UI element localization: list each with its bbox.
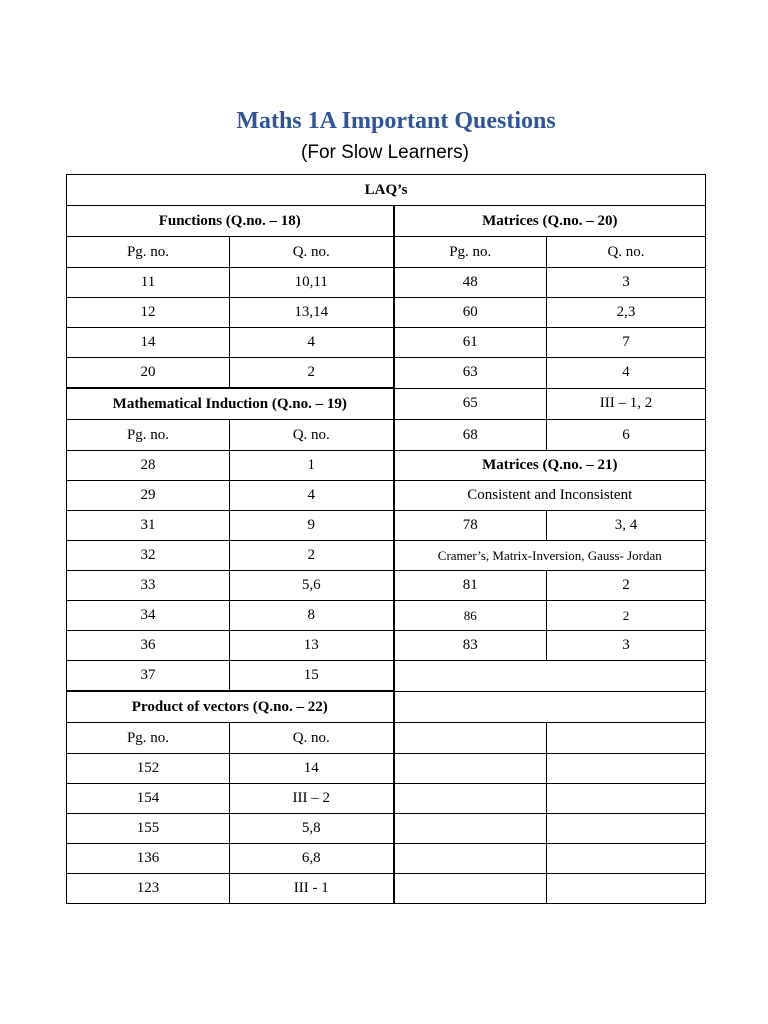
table-row	[67, 571, 706, 601]
page-number-cell: 123	[67, 874, 230, 904]
empty-cell	[394, 784, 547, 814]
question-number-cell: 6	[547, 420, 706, 451]
subsection-heading-cramers: Cramer’s, Matrix-Inversion, Gauss- Jordan	[394, 541, 706, 571]
question-number-cell: 3, 4	[547, 511, 706, 541]
section-heading-matrices-21: Matrices (Q.no. – 21)	[394, 451, 706, 481]
table-row	[67, 511, 706, 541]
question-number-cell: 5,8	[230, 814, 394, 844]
question-number-cell: 4	[230, 481, 394, 511]
question-number-cell: 2	[547, 571, 706, 601]
page-number-cell: 28	[67, 451, 230, 481]
page-number-cell: 81	[394, 571, 547, 601]
page-number-cell: 36	[67, 631, 230, 661]
table-row	[67, 541, 706, 571]
column-header-q: Q. no.	[547, 237, 706, 268]
page-number-cell: 78	[394, 511, 547, 541]
question-number-cell: 2	[230, 541, 394, 571]
question-number-cell: 3	[547, 268, 706, 298]
page-number-cell: 155	[67, 814, 230, 844]
page-number-cell: 65	[394, 388, 547, 420]
table-row	[67, 874, 706, 904]
question-number-cell: 1	[230, 451, 394, 481]
empty-cell	[547, 844, 706, 874]
page-number-cell: 33	[67, 571, 230, 601]
page-number-cell: 60	[394, 298, 547, 328]
question-number-cell: 8	[230, 601, 394, 631]
empty-cell	[547, 723, 706, 754]
page-number-cell: 20	[67, 358, 230, 389]
table-row	[67, 298, 706, 328]
page-number-cell: 31	[67, 511, 230, 541]
page-number-cell: 152	[67, 754, 230, 784]
question-number-cell: 3	[547, 631, 706, 661]
page-number-cell: 63	[394, 358, 547, 389]
table-row	[67, 358, 706, 389]
empty-cell	[394, 814, 547, 844]
question-number-cell: 7	[547, 328, 706, 358]
question-number-cell: 6,8	[230, 844, 394, 874]
column-header-pg: Pg. no.	[394, 237, 547, 268]
column-header-pg: Pg. no.	[67, 420, 230, 451]
table-row	[67, 691, 706, 723]
empty-cell	[547, 754, 706, 784]
page-number-cell: 29	[67, 481, 230, 511]
table-row	[67, 814, 706, 844]
empty-cell	[394, 874, 547, 904]
question-number-cell: 13,14	[230, 298, 394, 328]
table-row	[67, 661, 706, 692]
question-number-cell: 9	[230, 511, 394, 541]
empty-cell	[547, 814, 706, 844]
question-number-cell: 15	[230, 661, 394, 692]
page-number-cell: 14	[67, 328, 230, 358]
empty-cell	[394, 661, 706, 692]
page-number-cell: 83	[394, 631, 547, 661]
table-row	[67, 328, 706, 358]
empty-cell	[547, 784, 706, 814]
page-number-cell: 12	[67, 298, 230, 328]
question-number-cell: 4	[547, 358, 706, 389]
table-row	[67, 481, 706, 511]
table-row	[67, 601, 706, 631]
page-title: Maths 1A Important Questions	[236, 108, 556, 134]
table-row	[67, 754, 706, 784]
section-heading-matrices-20: Matrices (Q.no. – 20)	[394, 206, 706, 237]
section-heading-vectors: Product of vectors (Q.no. – 22)	[67, 691, 394, 723]
questions-table	[66, 174, 706, 904]
column-header-q: Q. no.	[230, 420, 394, 451]
page-number-cell: 61	[394, 328, 547, 358]
question-number-cell: III - 1	[230, 874, 394, 904]
table-row	[67, 844, 706, 874]
table-row	[67, 631, 706, 661]
table-row	[67, 388, 706, 420]
page-number-cell: 136	[67, 844, 230, 874]
subsection-heading-consistent: Consistent and Inconsistent	[394, 481, 706, 511]
question-number-cell: 14	[230, 754, 394, 784]
empty-cell	[394, 723, 547, 754]
section-heading-functions: Functions (Q.no. – 18)	[67, 206, 394, 237]
table-row	[67, 420, 706, 451]
page-subtitle: (For Slow Learners)	[301, 142, 469, 163]
empty-cell	[394, 691, 706, 723]
page-number-cell: 37	[67, 661, 230, 692]
question-number-cell: 2	[230, 358, 394, 389]
question-number-cell: 2	[547, 601, 706, 631]
table-row	[67, 723, 706, 754]
column-header-pg: Pg. no.	[67, 723, 230, 754]
page-number-cell: 34	[67, 601, 230, 631]
column-header-q: Q. no.	[230, 723, 394, 754]
page-number-cell: 11	[67, 268, 230, 298]
page-number-cell: 68	[394, 420, 547, 451]
question-number-cell: 4	[230, 328, 394, 358]
page-number-cell: 48	[394, 268, 547, 298]
table-row	[67, 784, 706, 814]
table-row	[67, 268, 706, 298]
table-row	[67, 451, 706, 481]
question-number-cell: 5,6	[230, 571, 394, 601]
question-number-cell: III – 2	[230, 784, 394, 814]
column-header-pg: Pg. no.	[67, 237, 230, 268]
page-number-cell: 86	[394, 601, 547, 631]
page-number-cell: 154	[67, 784, 230, 814]
column-header-q: Q. no.	[230, 237, 394, 268]
empty-cell	[394, 844, 547, 874]
empty-cell	[394, 754, 547, 784]
empty-cell	[547, 874, 706, 904]
question-number-cell: 2,3	[547, 298, 706, 328]
question-number-cell: III – 1, 2	[547, 388, 706, 420]
section-heading-induction: Mathematical Induction (Q.no. – 19)	[67, 388, 394, 420]
question-number-cell: 13	[230, 631, 394, 661]
question-number-cell: 10,11	[230, 268, 394, 298]
laq-header: LAQ’s	[67, 175, 706, 206]
page-number-cell: 32	[67, 541, 230, 571]
